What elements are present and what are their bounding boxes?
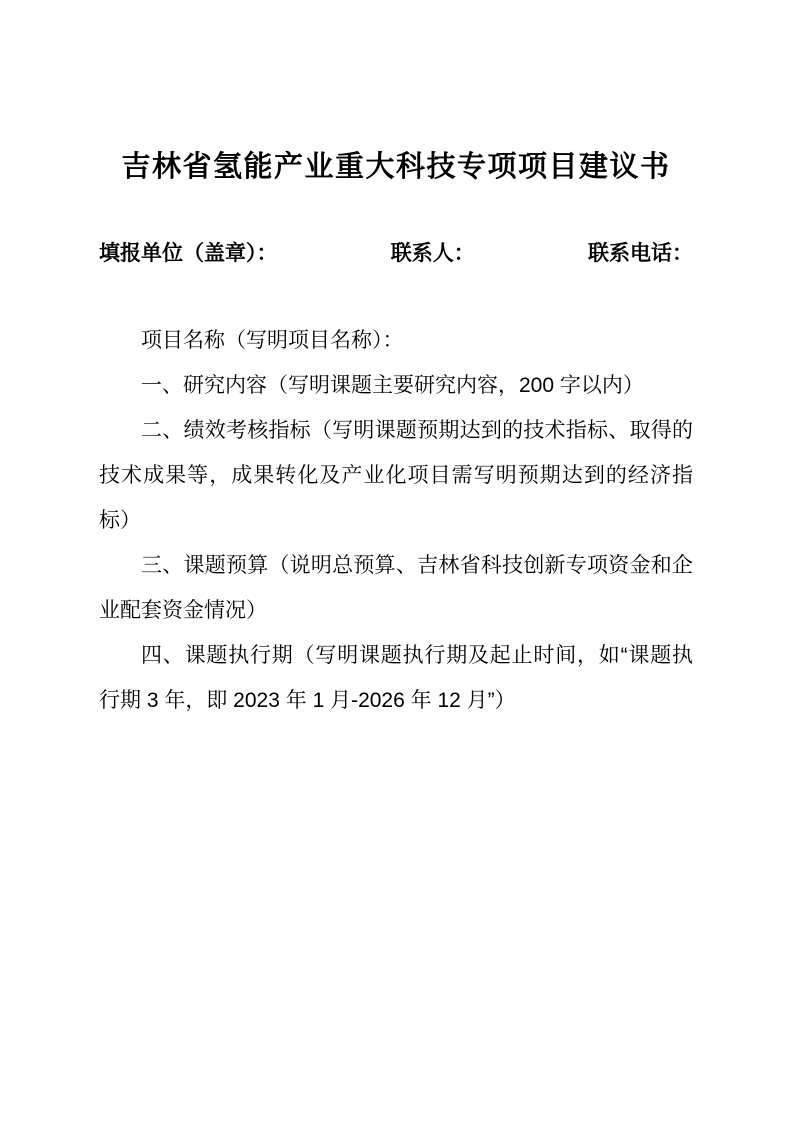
header-fields-row	[99, 239, 693, 269]
paragraph-performance-indicators: 二、绩效考核指标（写明课题预期达到的技术指标、取得的技术成果等，成果转化及产业化项目需写明预期达到的经济指标）	[99, 419, 693, 532]
contact-person-label: 联系人：	[390, 242, 475, 265]
contact-phone-label: 联系电话：	[588, 242, 693, 265]
reporting-unit-label: 填报单位（盖章）：	[99, 242, 278, 265]
paragraph-budget: 三、课题预算（说明总预算、吉林省科技创新专项资金和企业配套资金情况）	[99, 554, 693, 622]
paragraph-execution-period: 四、课题执行期（写明课题执行期及起止时间，如“课题执行期 3 年，即 2023 年 1 月-2026 年 12 月”）	[99, 644, 693, 712]
document-title: 吉林省氢能产业重大科技专项项目建议书	[121, 151, 671, 183]
paragraph-project-name: 项目名称（写明项目名称）：	[141, 329, 404, 352]
paragraph-research-content: 一、研究内容（写明课题主要研究内容，200 字以内）	[141, 374, 644, 397]
document-body	[99, 318, 693, 723]
